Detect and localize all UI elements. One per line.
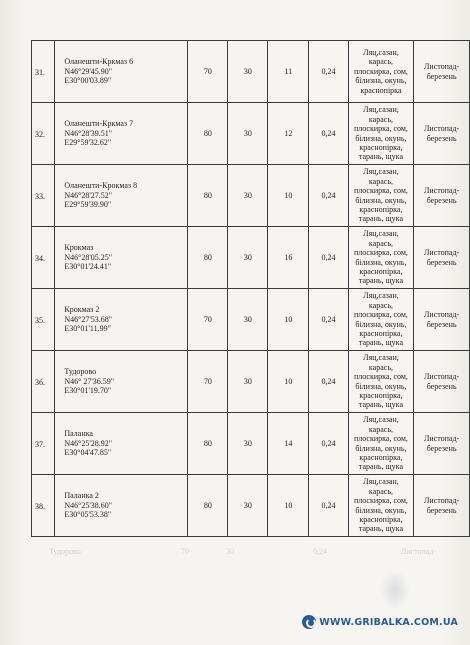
fish-species-line: білизна, окунь, [355,133,407,143]
fish-species-line: білизна, окунь, [355,257,407,267]
value-c1: 80 [203,190,212,200]
value-c4: 0,24 [321,252,336,262]
value-c3: 10 [284,190,293,200]
ghost-text: Листопад- [401,547,437,556]
period-line: березень [426,505,457,515]
value-cell [188,475,228,537]
value-c2: 30 [243,66,252,76]
fish-species-line: краснопірка, [359,390,403,400]
fish-species-line: краснопірка, [359,328,403,338]
location-cell [55,289,188,351]
value-c1: 80 [203,252,212,262]
watermark [302,614,458,630]
site-name: Крокмаз [64,243,94,253]
row-number-cell [32,41,55,103]
value-c3: 11 [284,66,293,76]
period-line: Листопад- [424,309,460,319]
site-name: Паланка 2 [64,491,99,501]
value-cell [268,289,309,351]
value-cell [309,103,348,165]
fish-species-cell [348,351,414,413]
fish-species-cell [348,227,414,289]
value-cell [228,289,268,351]
table-row [32,103,470,165]
value-c3: 16 [284,252,293,262]
fish-species-line: тарань, щука [358,214,403,224]
ghost-text: 70 [181,547,189,556]
fish-species-cell [348,289,414,351]
value-cell [228,413,268,475]
row-number-cell [32,227,55,289]
fish-species-line: краснопірка, [359,452,403,462]
value-cell [268,475,309,537]
fish-species-line: тарань, щука [358,462,403,472]
latitude: N46°28'39.51" [64,128,113,138]
fish-species-line: плоскирка, сом, [353,66,408,76]
fish-species-line: карась, [368,424,393,434]
row-number: 34. [35,253,45,263]
period-cell [414,351,470,413]
ghost-text: 0,24 [313,547,327,556]
value-c1: 80 [203,500,212,510]
fish-species-line: білизна, окунь, [355,381,407,391]
value-cell [228,41,268,103]
fish-species-line: Ляц,сазан, [363,229,399,239]
fish-species-line: білизна, окунь, [355,195,407,205]
fish-species-line: плоскирка, сом, [353,186,408,196]
value-c3: 10 [284,314,293,324]
value-cell [228,227,268,289]
site-name: Оланешти-Кркмаз 6 [64,57,134,67]
fish-species-line: плоскирка, сом, [353,310,408,320]
latitude: N46°27'53.68" [64,314,113,324]
location-cell [55,351,188,413]
longitude: E30°01'11.99" [64,324,111,334]
period-line: Листопад- [424,495,460,505]
fish-species-line: тарань, щука [358,338,403,348]
table-row [32,351,470,413]
row-number-cell [32,165,55,227]
row-number: 35. [35,315,45,325]
longitude: E29°59'32.62" [64,138,112,148]
location-cell [55,413,188,475]
value-cell [268,165,309,227]
location-cell [55,41,188,103]
value-c2: 30 [243,314,252,324]
value-c3: 12 [284,128,293,138]
value-c1: 70 [203,66,212,76]
fish-species-line: білизна, окунь, [355,443,407,453]
period-line: березень [426,133,457,143]
fish-species-cell [348,413,414,475]
period-cell [414,165,470,227]
value-c2: 30 [243,376,252,386]
latitude: N46°28'27.52" [64,190,113,200]
table-row [32,227,470,289]
fish-species-line: тарань, щука [358,276,403,286]
latitude: N46°29'45.90" [64,66,113,76]
value-cell [268,413,309,475]
value-cell [268,227,309,289]
period-line: березень [426,71,457,81]
row-number-cell [32,289,55,351]
longitude: E30°00'03.89" [64,76,112,86]
value-c4: 0,24 [321,314,336,324]
period-cell [414,413,470,475]
value-cell [228,165,268,227]
value-cell [268,41,309,103]
fish-species-line: карась, [368,114,393,124]
value-c4: 0,24 [321,500,336,510]
value-c2: 30 [243,128,252,138]
row-number-cell [32,475,55,537]
fish-species-line: плоскирка, сом, [353,496,408,506]
table-row [32,41,470,103]
site-name: Паланка [64,429,93,439]
value-c2: 30 [243,252,252,262]
row-number-cell [32,351,55,413]
fish-species-cell [348,475,414,537]
row-number: 32. [35,129,45,139]
value-c4: 0,24 [321,376,336,386]
fish-species-line: Ляц,сазан, [363,291,399,301]
fish-species-line: краснопірка, [359,514,403,524]
value-c2: 30 [243,500,252,510]
longitude: E30°01'24.41" [64,262,112,272]
fish-species-line: Ляц,сазан, [363,415,399,425]
value-cell [188,41,228,103]
value-cell [309,227,348,289]
ghost-text: Тудорово [49,547,81,556]
row-number-cell [32,413,55,475]
location-cell [55,165,188,227]
fish-species-line: краснопірка [360,85,402,95]
row-number: 31. [35,67,45,77]
latitude: N46°28'05.25" [64,252,113,262]
site-name: Оланешти-Кркмаз 7 [64,119,134,129]
value-cell [268,103,309,165]
period-cell [414,103,470,165]
table-row [32,289,470,351]
value-cell [309,351,348,413]
gribalka-logo-icon [302,615,316,629]
site-name: Тудорово [64,367,97,377]
value-cell [188,413,228,475]
period-line: Листопад- [424,185,460,195]
fish-species-line: тарань, щука [358,152,403,162]
longitude: E29°59'39.90" [64,200,112,210]
value-cell [228,351,268,413]
paper-stain [380,570,410,610]
fish-species-cell [348,103,414,165]
value-c2: 30 [243,438,252,448]
value-cell [188,289,228,351]
location-cell [55,103,188,165]
value-cell [188,103,228,165]
period-line: березень [426,195,457,205]
value-c4: 0,24 [321,438,336,448]
value-c4: 0,24 [321,66,336,76]
value-cell [309,165,348,227]
period-line: Листопад- [424,247,460,257]
row-number-cell [32,103,55,165]
value-cell [309,413,348,475]
fish-species-line: Ляц,сазан, [363,47,399,57]
fish-species-line: плоскирка, сом, [353,124,408,134]
value-cell [268,351,309,413]
fish-species-line: плоскирка, сом, [353,372,408,382]
fish-species-line: краснопірка, [359,142,403,152]
fish-species-line: Ляц,сазан, [363,105,399,115]
value-c1: 80 [203,438,212,448]
value-cell [188,351,228,413]
value-cell [188,227,228,289]
watermark-text: WWW.GRIBALKA.COM.UA [319,616,458,628]
table-row [32,475,470,537]
longitude: E30°05'53.38" [64,510,112,520]
fishing-sites-table [31,40,470,537]
fish-species-line: карась, [368,57,393,67]
fish-species-line: білизна, окунь, [355,505,407,515]
period-line: Листопад- [424,61,460,71]
period-line: березень [426,319,457,329]
value-c3: 10 [284,376,293,386]
period-line: Листопад- [424,123,460,133]
period-line: Листопад- [424,433,460,443]
table-row [32,413,470,475]
period-line: березень [426,443,457,453]
location-cell [55,475,188,537]
value-cell [309,475,348,537]
table-body [32,41,470,537]
fish-species-line: Ляц,сазан, [363,167,399,177]
fish-species-line: плоскирка, сом, [353,248,408,258]
value-c4: 0,24 [321,190,336,200]
value-cell [228,475,268,537]
fish-species-line: краснопірка, [359,266,403,276]
latitude: N46° 27'36.59" [64,376,115,386]
fish-species-line: плоскирка, сом, [353,434,408,444]
fish-species-line: карась, [368,486,393,496]
period-cell [414,475,470,537]
fish-species-line: білизна, окунь, [355,319,407,329]
period-line: березень [426,381,457,391]
value-cell [309,41,348,103]
fish-species-line: карась, [368,176,393,186]
row-number: 33. [35,191,45,201]
value-cell [228,103,268,165]
fish-species-line: тарань, щука [358,524,403,534]
latitude: N46°25'38.60" [64,500,113,510]
row-number: 36. [35,377,45,387]
fish-species-line: краснопірка, [359,204,403,214]
fish-species-line: карась, [368,238,393,248]
location-cell [55,227,188,289]
value-cell [188,165,228,227]
value-c3: 10 [284,500,293,510]
site-name: Крокмаз 2 [64,305,100,315]
fish-species-line: карась, [368,300,393,310]
period-cell [414,41,470,103]
value-c3: 14 [284,438,293,448]
bleed-through-text [31,543,458,573]
fish-species-line: Ляц,сазан, [363,477,399,487]
fish-species-line: карась, [368,362,393,372]
period-cell [414,289,470,351]
value-c2: 30 [243,190,252,200]
ghost-text: 30 [226,547,234,556]
value-c1: 80 [203,128,212,138]
fish-species-cell [348,165,414,227]
value-c1: 70 [203,314,212,324]
value-c4: 0,24 [321,128,336,138]
fish-species-line: білизна, окунь, [355,76,407,86]
period-cell [414,227,470,289]
longitude: E30°04'47.85" [64,448,112,458]
fish-species-line: тарань, щука [358,400,403,410]
row-number: 37. [35,439,45,449]
site-name: Оланешти-Крокмаз 8 [64,181,138,191]
longitude: E30°01'19.70" [64,386,112,396]
value-cell [309,289,348,351]
row-number: 38. [35,501,45,511]
table-row [32,165,470,227]
fish-species-cell [348,41,414,103]
value-c1: 70 [203,376,212,386]
period-line: березень [426,257,457,267]
period-line: Листопад- [424,371,460,381]
fish-species-line: Ляц,сазан, [363,353,399,363]
latitude: N46°25'28.92" [64,438,113,448]
